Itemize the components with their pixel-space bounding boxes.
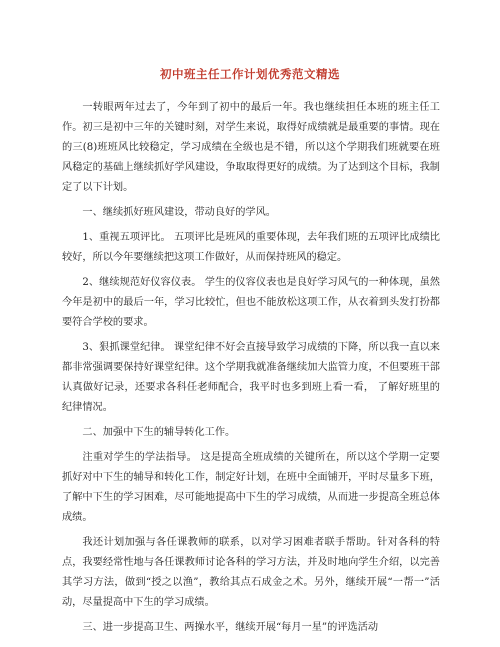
document-title: 初中班主任工作计划优秀范文精选 — [160, 67, 340, 81]
paragraph-item-3: 3、狠抓课堂纪律。 课堂纪律不好会直接导致学习成绩的下降，所以我一直以来都非常强调要保持好课堂纪律。这个学期我就准备继续加大监管力度，不但要班干部认真做好记录，还要求各科任老师配合，我平时也多到班上看一看， 了解好班里的纪律情况。 — [62, 342, 440, 413]
paragraph-item-2: 2、继续规范好仪容仪表。 学生的仪容仪表也是良好学习风气的一种体现，虽然今年是初中的最后一年，学习比较忙，但也不能放松这项工作，从衣着到头发打扮都要符合学校的要求。 — [62, 277, 440, 328]
document-body — [62, 98, 440, 643]
section-heading-2: 二、加强中下生的辅导转化工作。 — [82, 427, 236, 438]
section-heading-3: 三、进一步提高卫生、两操水平，继续开展“每月一星”的评选活动 — [82, 622, 379, 633]
paragraph-item-1: 1、重视五项评比。 五项评比是班风的重要体现，去年我们班的五项评比成绩比较好，所以今年要继续把这项工作做好，从而保持班风的稳定。 — [62, 232, 440, 263]
section-heading-1: 一、继续抓好班风建设，带动良好的学风。 — [82, 207, 276, 218]
paragraph-intro: 一转眼两年过去了，今年到了初中的最后一年。我也继续担任本班的班主任工作。初三是初中三年的关键时刻，对学生来说，取得好成绩就是最重要的事情。现在的三(8)班班风比较稳定，学习成绩在全级也是不错，所以这个学期我们班就要在班风稳定的基础上继续抓好学风建设，争取取得更好的成绩。为了达到这个目标，我制定了以下计划。 — [62, 102, 440, 193]
paragraph-teacher-liaison: 我还计划加强与各任课教师的联系，以对学习困难者联手帮助。针对各科的特点，我要经常性地与各任课教师讨论各科的学习方法，并及时地向学生介绍，以完善其学习方法，做到“授之以渔”，教给其点石成金之术。另外，继续开展“一帮一”活动，尽量提高中下生的学习成绩。 — [62, 537, 440, 608]
paragraph-study-guidance: 注重对学生的学法指导。 这是提高全班成绩的关键所在，所以这个学期一定要抓好对中下生的辅导和转化工作，制定好计划，在班中全面铺开，平时尽量多下班，了解中下生的学习困难，尽可能地提高中下生的学习成绩，从而进一步提高全班总体成绩。 — [62, 452, 440, 523]
